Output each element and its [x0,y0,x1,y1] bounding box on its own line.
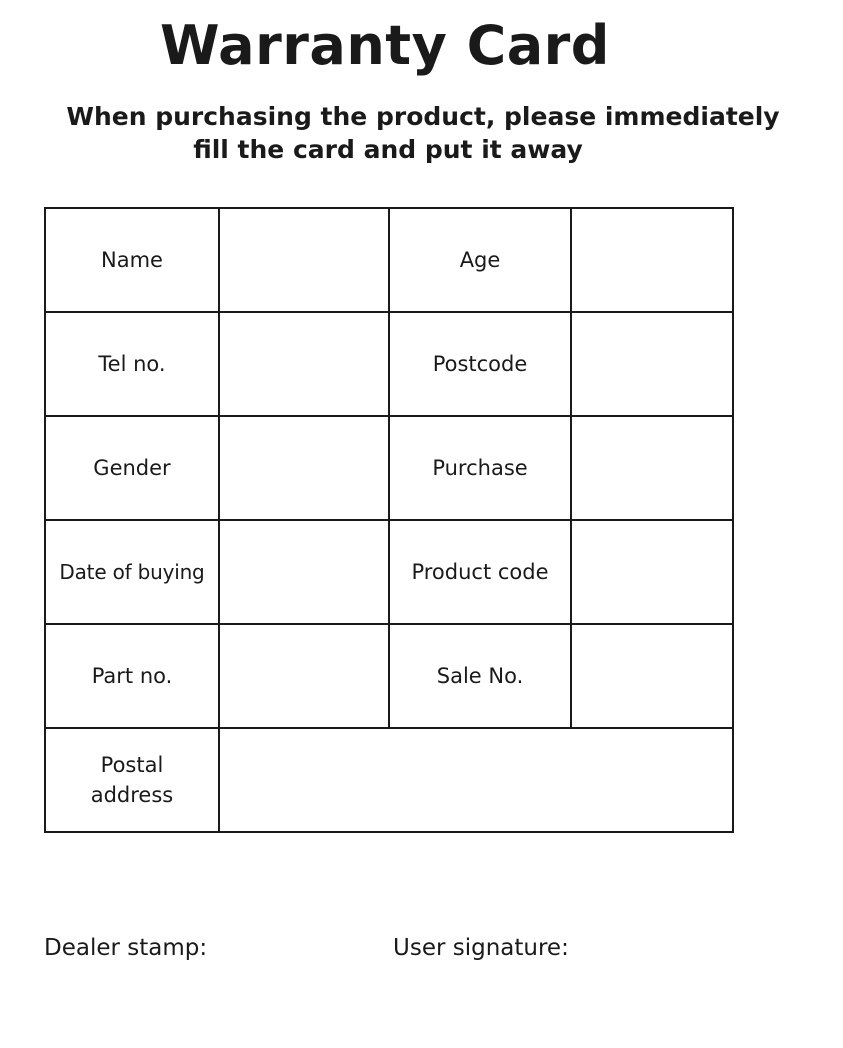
date-of-buying-field[interactable] [219,520,389,624]
tel-label: Tel no. [45,312,219,416]
card-instructions [0,100,843,166]
postal-address-label-line-1: Postal [100,753,164,777]
table-row [45,208,733,312]
postal-address-label-line-2: address [90,783,174,807]
gender-field[interactable] [219,416,389,520]
postal-address-label [45,728,219,832]
postcode-label: Postcode [389,312,571,416]
table-row [45,416,733,520]
part-no-label: Part no. [45,624,219,728]
purchase-label: Purchase [389,416,571,520]
table-row [45,728,733,832]
warranty-form-table [44,207,734,833]
name-label: Name [45,208,219,312]
part-no-field[interactable] [219,624,389,728]
postal-address-field[interactable] [219,728,733,832]
table-row [45,520,733,624]
product-code-label: Product code [389,520,571,624]
age-label: Age [389,208,571,312]
table-row [45,312,733,416]
purchase-field[interactable] [571,416,733,520]
age-field[interactable] [571,208,733,312]
product-code-field[interactable] [571,520,733,624]
user-signature-label: User signature: [393,935,569,961]
tel-field[interactable] [219,312,389,416]
name-field[interactable] [219,208,389,312]
table-row [45,624,733,728]
sale-no-label: Sale No. [389,624,571,728]
date-of-buying-label: Date of buying [45,520,219,624]
card-title: Warranty Card [160,14,610,77]
instructions-line-1: When purchasing the product, please immediately [66,102,780,131]
sale-no-field[interactable] [571,624,733,728]
instructions-line-2: fill the card and put it away [193,135,583,164]
postcode-field[interactable] [571,312,733,416]
dealer-stamp-label: Dealer stamp: [44,935,208,961]
gender-label: Gender [45,416,219,520]
